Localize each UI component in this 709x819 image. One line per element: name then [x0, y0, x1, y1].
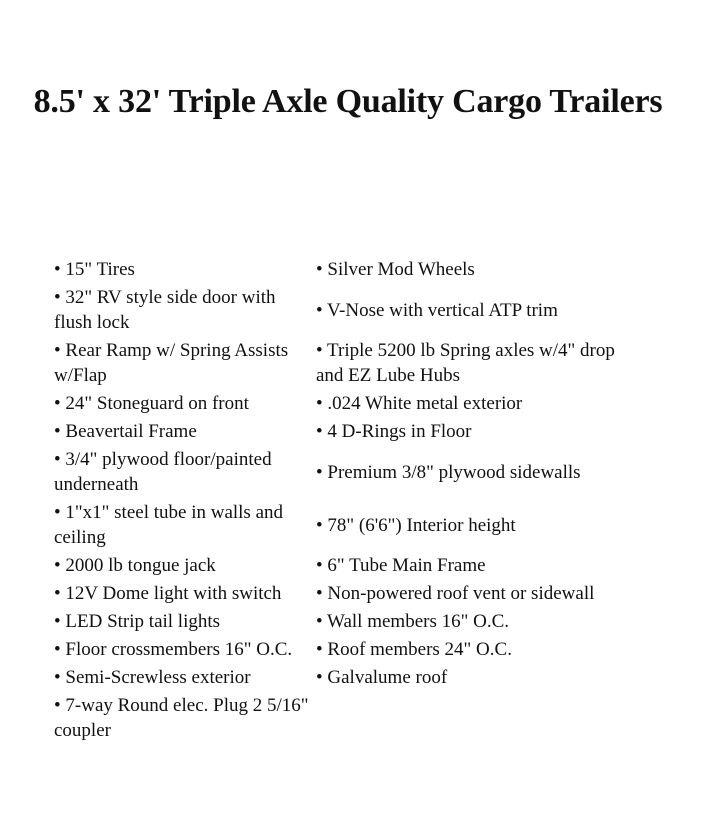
feature-table	[54, 255, 646, 744]
feature-item: • 12V Dome light with switch	[54, 583, 282, 604]
feature-row	[54, 389, 646, 417]
feature-item: • Rear Ramp w/ Spring Assists w/Flap	[54, 340, 289, 386]
feature-row	[54, 283, 646, 336]
feature-row	[54, 635, 646, 663]
feature-item: • Beavertail Frame	[54, 421, 197, 442]
feature-item: • 3/4" plywood floor/painted underneath	[54, 449, 272, 495]
feature-row	[54, 336, 646, 389]
feature-item: • .024 White metal exterior	[316, 393, 523, 414]
feature-item: • 2000 lb tongue jack	[54, 555, 216, 576]
feature-item: • LED Strip tail lights	[54, 611, 221, 632]
feature-row	[54, 551, 646, 579]
feature-item: • 32" RV style side door with flush lock	[54, 287, 276, 333]
feature-row	[54, 691, 646, 744]
feature-item: • Semi-Screwless exterior	[54, 667, 251, 688]
feature-row	[54, 445, 646, 498]
feature-item: • Non-powered roof vent or sidewall	[316, 583, 595, 604]
feature-row	[54, 255, 646, 283]
feature-item: • 24" Stoneguard on front	[54, 393, 249, 414]
feature-row	[54, 579, 646, 607]
feature-row	[54, 663, 646, 691]
feature-item: • 6" Tube Main Frame	[316, 555, 486, 576]
feature-item: • 1"x1" steel tube in walls and ceiling	[54, 502, 284, 548]
page-title: 8.5' x 32' Triple Axle Quality Cargo Trailers	[33, 83, 663, 120]
feature-item: • Roof members 24" O.C.	[316, 639, 512, 660]
feature-row	[54, 498, 646, 551]
feature-row	[54, 417, 646, 445]
feature-item: • 7-way Round elec. Plug 2 5/16" coupler	[54, 695, 309, 741]
feature-row	[54, 607, 646, 635]
feature-item: • Silver Mod Wheels	[316, 259, 475, 280]
feature-item: • V-Nose with vertical ATP trim	[316, 299, 558, 321]
feature-item: • 78" (6'6") Interior height	[316, 514, 516, 536]
feature-item: • Premium 3/8" plywood sidewalls	[316, 461, 581, 483]
feature-item: • 15" Tires	[54, 259, 135, 280]
feature-item: • Wall members 16" O.C.	[316, 611, 510, 632]
feature-item: • 4 D-Rings in Floor	[316, 421, 472, 442]
feature-item: • Floor crossmembers 16" O.C.	[54, 639, 293, 660]
feature-item: • Galvalume roof	[316, 667, 448, 688]
feature-item: • Triple 5200 lb Spring axles w/4" drop and EZ Lube Hubs	[316, 340, 615, 386]
feature-item	[316, 691, 646, 744]
